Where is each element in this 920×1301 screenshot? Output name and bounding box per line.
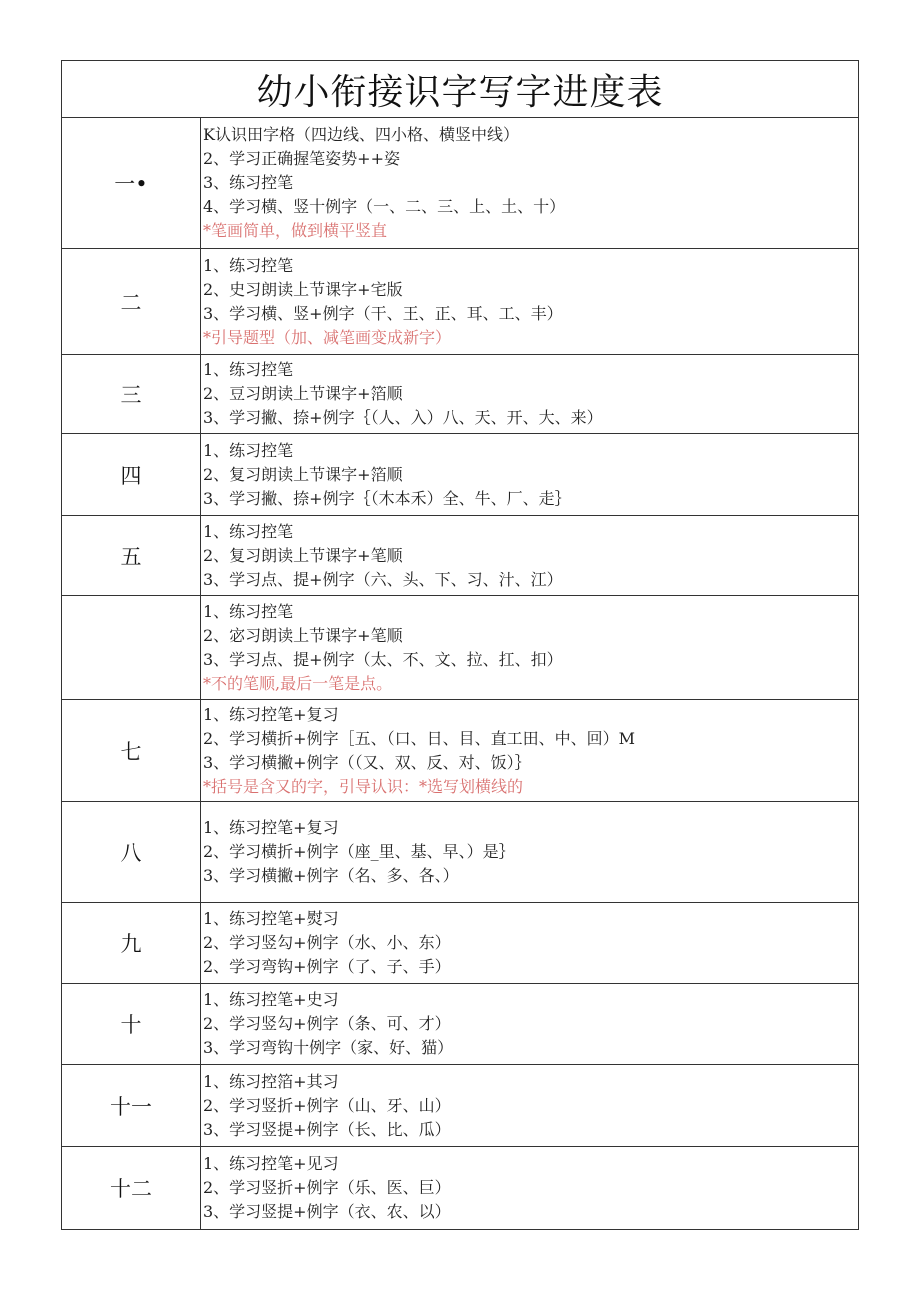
page-title: 幼小衔接识字写字进度表 (62, 61, 858, 118)
task-line: 3、学习横撇+例字（名、多、各、） (203, 866, 459, 885)
task-line: K认识田字格（四边线、四小格、横竖中线） (203, 125, 519, 144)
task-line: 3、学习撇、捺+例字｛（木本禾）全、牛、厂、走｝ (203, 488, 571, 508)
task-line: 2、学习竖折+例字（乐、医、巨） (203, 1178, 451, 1197)
row-content (201, 802, 858, 902)
note-line: *不的笔顺,最后一笔是点。 (203, 673, 393, 693)
note-line: *括号是含又的字，引导认识：*选写划横线的 (203, 776, 524, 796)
row-content (201, 516, 858, 595)
table-row (62, 516, 858, 596)
task-line: 2、学习竖折+例字（山、牙、山） (203, 1095, 451, 1115)
week-number: 十二 (62, 1147, 201, 1229)
task-line: 3、学习点、提+例字（太、不、文、拉、扛、扣） (203, 649, 563, 669)
task-line: 3、学习竖提+例字（衣、农、以） (203, 1202, 451, 1221)
progress-table (61, 60, 859, 1230)
table-row (62, 1065, 858, 1147)
row-content (201, 984, 858, 1064)
row-content (201, 1065, 858, 1146)
week-number: 十 (62, 984, 201, 1064)
table-row (62, 434, 858, 516)
task-line: 2、学习横折+例字［五、（口、日、目、直工田、中、回）M (203, 728, 635, 748)
task-line: 1、练习控笔+复习 (203, 818, 339, 837)
week-number: 一• (62, 118, 201, 248)
week-number: 四 (62, 434, 201, 515)
task-line: 1、练习控笔 (203, 521, 294, 541)
row-content (201, 700, 858, 801)
table-body (62, 118, 858, 1229)
task-line: 3、学习撇、捺+例字｛（人、入）八、天、开、大、来） (203, 408, 603, 427)
table-row (62, 118, 858, 249)
week-number: 二 (62, 249, 201, 354)
task-line: 3、学习横、竖+例字（干、王、正、耳、工、丰） (203, 303, 563, 323)
task-line: 2、学习弯钩+例字（了、子、手） (203, 957, 451, 976)
task-line: 1、练习控笔+熨习 (203, 909, 339, 928)
row-content (201, 355, 858, 433)
table-row (62, 984, 858, 1065)
row-content (201, 903, 858, 983)
week-number: 五 (62, 516, 201, 595)
task-line: 2、豆习朗读上节课字+箔顺 (203, 384, 403, 403)
task-line: 2、学习正确握笔姿势++姿 (203, 149, 400, 168)
task-line: 3、学习横撇+例字（（又、双、反、对、饭）｝ (203, 752, 531, 772)
task-line: 2、史习朗读上节课字+宅版 (203, 279, 403, 299)
task-line: 1、练习控笔+史习 (203, 990, 339, 1009)
task-line: 1、练习控笔 (203, 601, 294, 621)
task-line: 2、学习竖勾+例字（水、小、东） (203, 933, 451, 952)
table-row (62, 903, 858, 984)
task-line: 2、复习朗读上节课字+箔顺 (203, 464, 403, 484)
week-number: 九 (62, 903, 201, 983)
task-line: 3、学习弯钩十例字（家、好、猫） (203, 1038, 454, 1057)
week-number: 七 (62, 700, 201, 801)
week-number (62, 596, 201, 699)
task-line: 1、练习控笔 (203, 360, 294, 379)
note-line: *笔画简单，做到横平竖直 (203, 221, 388, 240)
table-row (62, 249, 858, 355)
task-line: 3、学习竖提+例字（长、比、瓜） (203, 1119, 451, 1139)
week-number: 三 (62, 355, 201, 433)
task-line: 2、学习竖勾+例字（条、可、才） (203, 1014, 451, 1033)
week-number: 十一 (62, 1065, 201, 1146)
week-number: 八 (62, 802, 201, 902)
task-line: 2、宓习朗读上节课字+笔顺 (203, 625, 403, 645)
row-content (201, 118, 858, 248)
note-line: *引导题型（加、减笔画变成新字） (203, 327, 452, 347)
task-line: 1、练习控箔+其习 (203, 1071, 339, 1091)
task-line: 4、学习横、竖十例字（一、二、三、上、土、十） (203, 197, 566, 216)
table-row (62, 700, 858, 802)
task-line: 1、练习控笔+复习 (203, 704, 339, 724)
task-line: 2、学习横折+例字（座_里、基、早、）是｝ (203, 842, 515, 861)
row-content (201, 249, 858, 354)
task-line: 1、练习控笔 (203, 440, 294, 460)
task-line: 2、复习朗读上节课字+笔顺 (203, 545, 403, 565)
table-row (62, 596, 858, 700)
row-content (201, 1147, 858, 1229)
table-row (62, 355, 858, 434)
task-line: 1、练习控笔+见习 (203, 1154, 339, 1173)
task-line: 1、练习控笔 (203, 255, 294, 275)
table-row (62, 1147, 858, 1229)
table-row (62, 802, 858, 903)
row-content (201, 434, 858, 515)
task-line: 3、练习控笔 (203, 173, 294, 192)
row-content (201, 596, 858, 699)
task-line: 3、学习点、提+例字（六、头、下、习、汁、江） (203, 569, 563, 589)
